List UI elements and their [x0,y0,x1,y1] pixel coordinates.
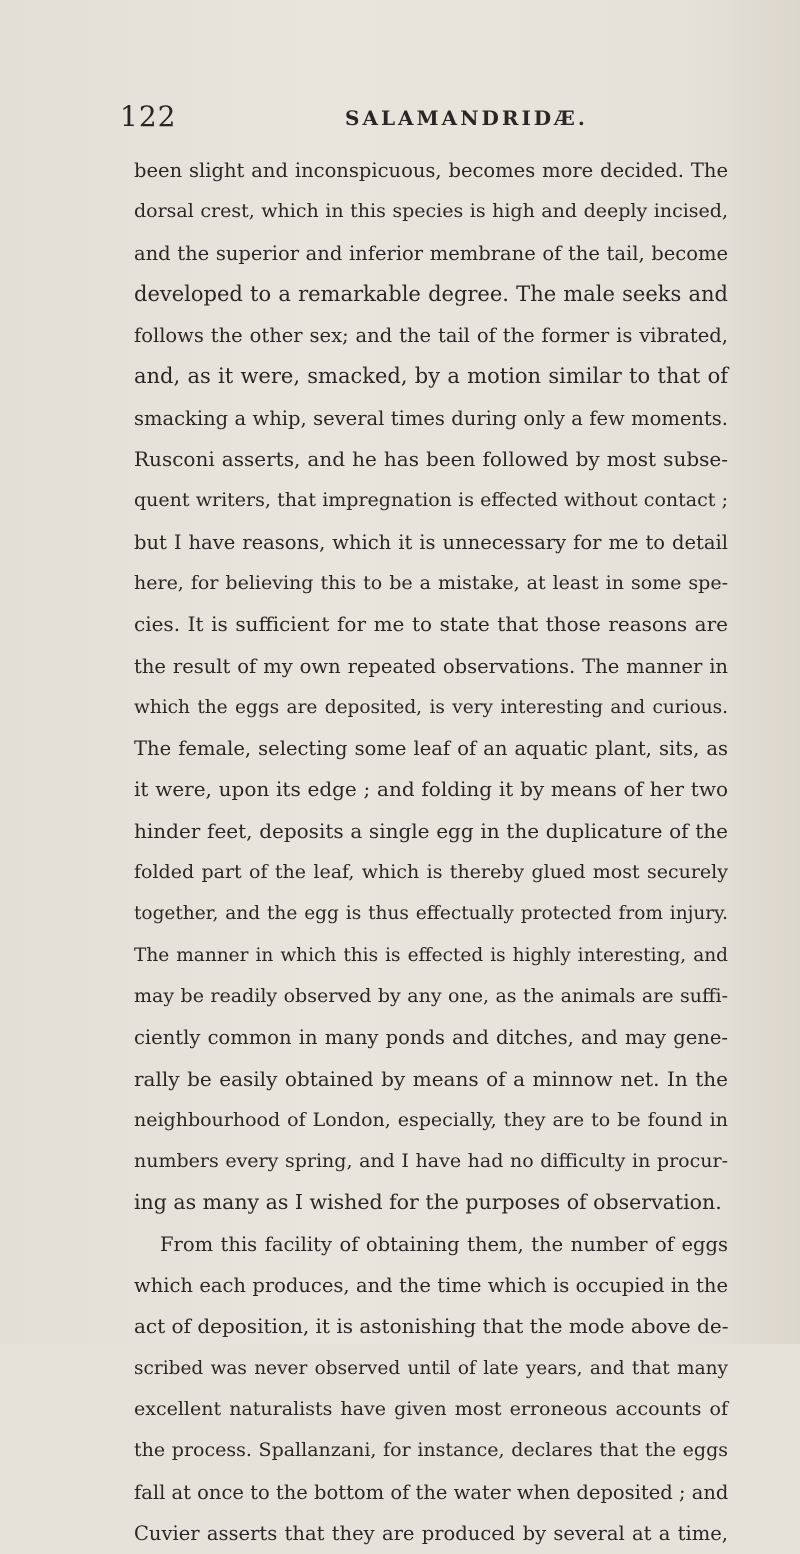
text-line: rally be easily obtained by means of a minnow net. In the [134,1066,728,1091]
text-line: ciently common in many ponds and ditches, and may gene- [134,1026,728,1050]
text-line: numbers every spring, and I have had no difficulty in procur- [134,1150,728,1173]
text-line: dorsal crest, which in this species is high and deeply incised, [134,200,728,223]
text-line: developed to a remarkable degree. The male seeks and [134,281,728,306]
text-line: neighbourhood of London, especially, they are to be found in [134,1108,728,1131]
page-header [120,100,720,140]
text-line: fall at once to the bottom of the water when deposited ; and [134,1480,729,1504]
text-line: Cuvier asserts that they are produced by several at a time, [134,1521,728,1545]
text-line: quent writers, that impregnation is effected without contact ; [134,489,728,512]
text-line: cies. It is sufficient for me to state that those reasons are [134,612,728,637]
text-line: hinder feet, deposits a single egg in the duplicature of the [134,818,728,843]
text-line: the result of my own repeated observations. The manner in [134,654,728,678]
page-number: 122 [120,100,177,133]
text-line: but I have reasons, which it is unnecessary for me to detail [134,530,728,554]
text-line: and, as it were, smacked, by a motion similar to that of [134,364,728,389]
text-line: may be readily observed by any one, as the animals are suffi- [134,984,728,1007]
text-line: been slight and inconspicuous, becomes more decided. The [134,159,728,182]
text-line: here, for believing this to be a mistake, at least in some spe- [134,571,728,594]
text-line: together, and the egg is thus effectually protected from injury. [134,903,728,925]
body-text [134,150,728,1554]
text-line: The manner in which this is effected is highly interesting, and [134,944,728,966]
text-line: act of deposition, it is astonishing that the mode above de- [134,1314,729,1339]
text-line: it were, upon its edge ; and folding it by means of her two [134,777,728,802]
text-line: which the eggs are deposited, is very interesting and curious. [134,696,728,718]
text-line: follows the other sex; and the tail of the former is vibrated, [134,324,728,348]
text-line: From this facility of obtaining them, the number of eggs [160,1232,728,1256]
text-line: The female, selecting some leaf of an aquatic plant, sits, as [134,737,728,761]
text-line: which each produces, and the time which is occupied in the [134,1274,728,1298]
text-line: ing as many as I wished for the purposes of observation. [134,1190,722,1215]
text-line: the process. Spallanzani, for instance, declares that the eggs [134,1439,728,1462]
text-line: Rusconi asserts, and he has been followed by most subse- [134,447,728,472]
text-line: folded part of the leaf, which is thereby glued most securely [134,861,728,884]
text-line: scribed was never observed until of late years, and that many [134,1357,728,1379]
running-title: SALAMANDRIDÆ. [345,106,588,130]
text-line: smacking a whip, several times during only a few moments. [134,406,728,430]
text-line: excellent naturalists have given most erroneous accounts of [134,1397,728,1420]
text-line: and the superior and inferior membrane of the tail, become [134,241,728,265]
